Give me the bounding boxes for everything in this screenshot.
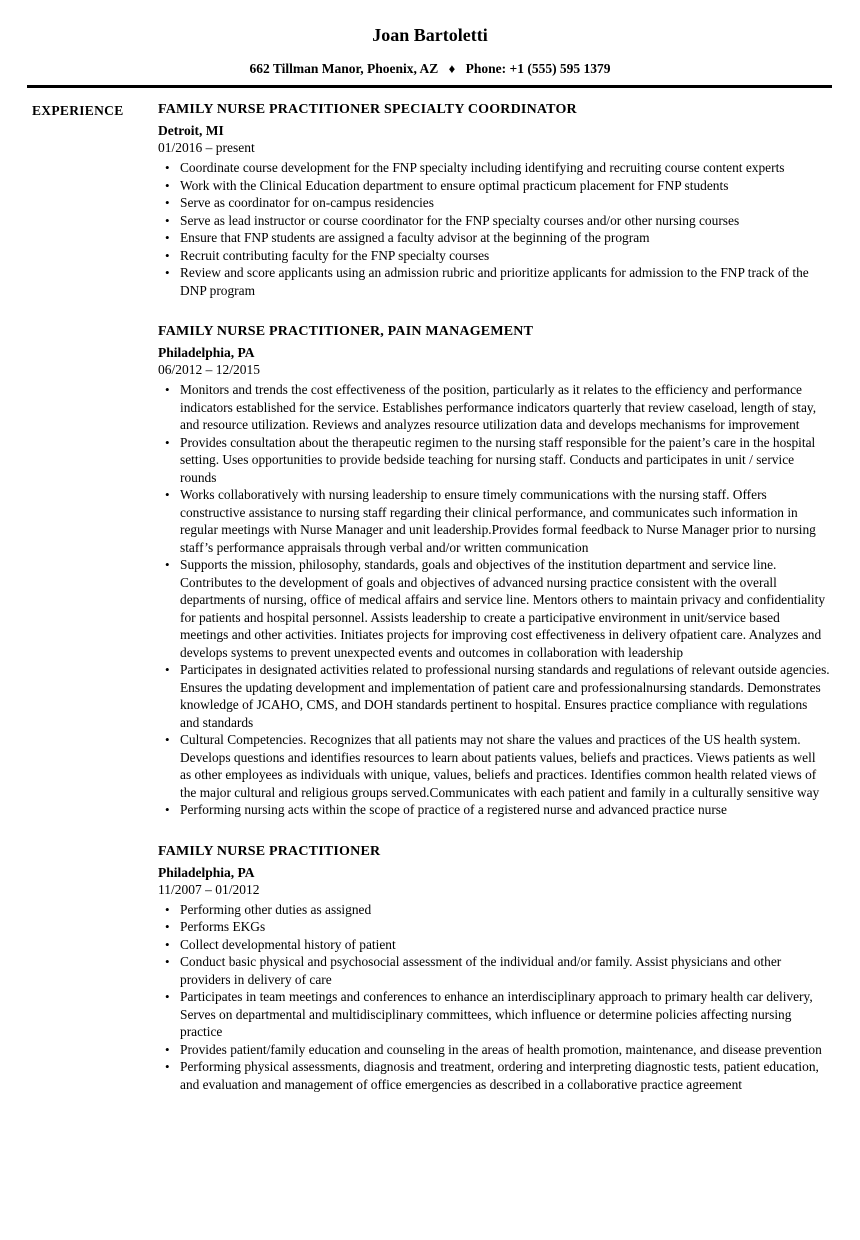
- bullet-item: • Performs EKGs: [158, 918, 830, 936]
- bullet-item: • Cultural Competencies. Recognizes that all patients may not share the values and practices of the US health system. Develops questions and identifies resources to learn about patients values, beliefs and practices. Views patients as well as other employees as individuals with unique, values, beliefs and practices. Identifies common health related views of the major cultural and religious groups served.Communicates with each patient and family in a culturally sensitive way: [158, 731, 830, 801]
- resume-header: [0, 0, 860, 77]
- bullet-list: [158, 381, 830, 819]
- jobs-list: [158, 100, 830, 1093]
- bullet-item: • Provides consultation about the therapeutic regimen to the nursing staff responsible for the paient’s care in the hospital setting. Uses opportunities to provide bedside teaching for nursing staff. Conducts and participates in unit / service rounds: [158, 434, 830, 487]
- person-name: Joan Bartoletti: [372, 25, 488, 45]
- bullet-item: • Supports the mission, philosophy, standards, goals and objectives of the institution department and service line. Contributes to the development of goals and objectives of advanced nursing practice consistent with the overall departments of nursing, office of medical affairs and service line. Mentors others to maintain privacy and confidentiality for patients and hospital personnel. Assists leadership to create a participative environment in unit/service based meetings and other activities. Initiates projects for improving cost effectiveness in delivery ofpatient care. Analyzes and develops systems to prevent unexpected events and outcomes in collaboration with leadership: [158, 556, 830, 661]
- contact-line: [0, 60, 860, 77]
- diamond-icon: ♦: [448, 61, 456, 76]
- job-dates: 11/2007 – 01/2012: [158, 881, 260, 897]
- job-dates: 01/2016 – present: [158, 140, 255, 155]
- bullet-list: [158, 901, 830, 1094]
- bullet-item: • Participates in team meetings and conferences to enhance an interdisciplinary approach to primary health car delivery, Serves on departmental and multidisciplinary committees, which influence or determine policies affecting nursing practice: [158, 988, 830, 1041]
- bullet-item: • Collect developmental history of patient: [158, 936, 830, 954]
- job-location: Philadelphia, PA: [158, 864, 255, 880]
- job-location: Philadelphia, PA: [158, 345, 255, 360]
- job-title: FAMILY NURSE PRACTITIONER: [158, 843, 381, 859]
- bullet-item: • Works collaboratively with nursing leadership to ensure timely communications with the nursing staff. Offers constructive assistance to nursing staff regarding their clinical performance, and communicates such information in regular meetings with Nurse Manager and unit leadership.Provides formal feedback to Nurse Manager prior to nursing staff’s performance appraisals through verbal and/or written communication: [158, 486, 830, 556]
- job-entry: [158, 322, 830, 819]
- bullet-item: • Ensure that FNP students are assigned a faculty advisor at the beginning of the program: [158, 229, 830, 247]
- bullet-item: • Performing physical assessments, diagnosis and treatment, ordering and interpreting diagnostic tests, patient education, and evaluation and management of office emergencies as described in a collaborative practice agreement: [158, 1058, 830, 1093]
- bullet-item: • Work with the Clinical Education department to ensure optimal practicum placement for FNP students: [158, 177, 830, 195]
- job-title: FAMILY NURSE PRACTITIONER, PAIN MANAGEMENT: [158, 324, 534, 339]
- bullet-item: • Provides patient/family education and counseling in the areas of health promotion, maintenance, and disease prevention: [158, 1041, 830, 1059]
- job-title: FAMILY NURSE PRACTITIONER SPECIALTY COORDINATOR: [158, 102, 577, 117]
- job-entry: [158, 100, 830, 299]
- bullet-list: [158, 159, 830, 299]
- bullet-item: • Participates in designated activities related to professional nursing standards and regulations of relevant outside agencies. Ensures the updating development and implementation of patient care and professionalnursing standards. Demonstrates knowledge of JCAHO, CMS, and DOH standards pertinent to hospital. Ensures practice compliance with regulations and standards: [158, 661, 830, 731]
- phone-text: Phone: +1 (555) 595 1379: [465, 61, 611, 76]
- bullet-item: • Review and score applicants using an admission rubric and prioritize applicants for admission to the FNP track of the DNP program: [158, 264, 830, 299]
- bullet-item: • Monitors and trends the cost effectiveness of the position, particularly as it relates to the efficiency and performance indicators established for the service. Establishes performance indicators quarterly that review caseload, length of stay, and resource utilization. Reviews and analyzes resource utilization data and develops mechanisms for improvement: [158, 381, 830, 434]
- address-text: 662 Tillman Manor, Phoenix, AZ: [249, 61, 439, 76]
- bullet-item: • Coordinate course development for the FNP specialty including identifying and recruiting course content experts: [158, 159, 830, 177]
- experience-section: [0, 88, 860, 1093]
- job-location: Detroit, MI: [158, 123, 224, 138]
- section-label-experience: EXPERIENCE: [32, 103, 124, 118]
- bullet-item: • Performing other duties as assigned: [158, 901, 830, 919]
- bullet-item: • Recruit contributing faculty for the FNP specialty courses: [158, 247, 830, 265]
- bullet-item: • Conduct basic physical and psychosocial assessment of the individual and/or family. Assist physicians and other providers in delivery of care: [158, 953, 830, 988]
- job-dates: 06/2012 – 12/2015: [158, 362, 261, 377]
- bullet-item: • Serve as lead instructor or course coordinator for the FNP specialty courses and/or other nursing courses: [158, 212, 830, 230]
- job-entry: [158, 842, 830, 1094]
- bullet-item: • Serve as coordinator for on-campus residencies: [158, 194, 830, 212]
- bullet-item: • Performing nursing acts within the scope of practice of a registered nurse and advanced practice nurse: [158, 801, 830, 819]
